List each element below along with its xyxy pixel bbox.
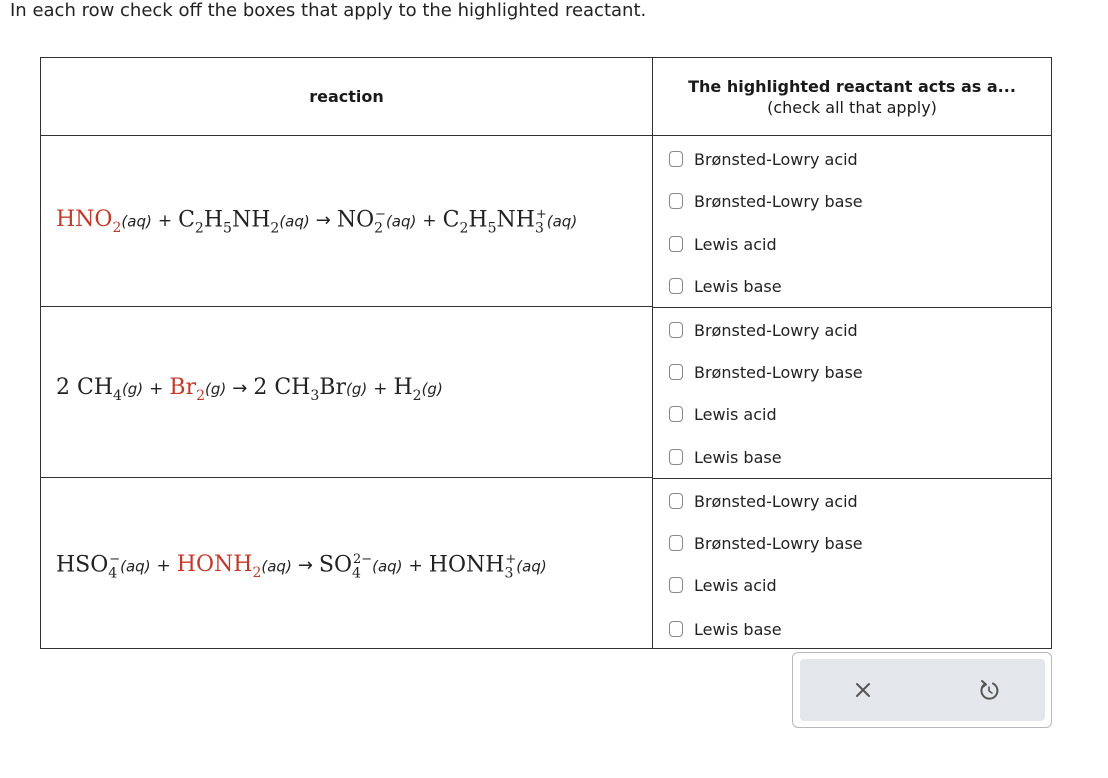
highlighted-reactant-1: $HNO_2$ (56, 207, 122, 237)
undo-icon (976, 677, 1002, 703)
option-bl-acid-2[interactable] (669, 319, 858, 341)
role-header-subtitle: (check all that apply) (767, 97, 937, 117)
option-label: Brønsted-Lowry acid (694, 491, 858, 511)
checkbox[interactable] (669, 236, 683, 252)
option-label: Brønsted-Lowry base (694, 362, 863, 382)
checkbox[interactable] (669, 193, 683, 209)
checkbox[interactable] (669, 406, 683, 422)
reaction-column-header: reaction (41, 58, 653, 136)
option-bl-base-1[interactable] (669, 190, 863, 212)
checkbox[interactable] (669, 449, 683, 465)
answer-toolbar (792, 652, 1052, 728)
checkbox[interactable] (669, 535, 683, 551)
option-bl-base-3[interactable] (669, 532, 863, 554)
role-header-title: The highlighted reactant acts as a... (688, 76, 1016, 96)
instruction-text: In each row check off the boxes that apply to the highlighted reactant. (10, 0, 647, 21)
toolbar-panel (800, 659, 1045, 721)
role-column-header (653, 58, 1051, 136)
reaction-row-1 (41, 136, 653, 307)
option-label: Brønsted-Lowry base (694, 191, 863, 211)
checkbox[interactable] (669, 577, 683, 593)
close-icon (850, 677, 876, 703)
option-label: Lewis acid (694, 404, 777, 424)
option-lewis-base-2[interactable] (669, 446, 782, 468)
checkbox[interactable] (669, 493, 683, 509)
reaction-equation-3: $HSO_4^-(aq)$ + $HONH_2(aq) \to SO_4^{2-}(aq)$ + $HONH_3^+(aq)$ (56, 552, 547, 582)
reaction-row-3 (41, 478, 653, 649)
option-bl-acid-3[interactable] (669, 490, 858, 512)
option-label: Lewis base (694, 276, 782, 296)
option-lewis-base-1[interactable] (669, 275, 782, 297)
options-row-2 (653, 307, 1051, 479)
option-label: Brønsted-Lowry acid (694, 320, 858, 340)
reaction-row-2 (41, 307, 653, 478)
option-lewis-acid-2[interactable] (669, 403, 777, 425)
highlighted-reactant-3: $HONH_2$ (176, 552, 262, 582)
reaction-table (40, 57, 1052, 649)
option-lewis-acid-3[interactable] (669, 574, 777, 596)
option-bl-acid-1[interactable] (669, 148, 858, 170)
option-label: Lewis base (694, 619, 782, 639)
checkbox[interactable] (669, 621, 683, 637)
option-lewis-base-3[interactable] (669, 618, 782, 640)
clear-button[interactable] (850, 677, 876, 703)
reaction-equation-1: $HNO_2(aq) + C_2H_5NH_2(aq) \to NO_2^-(aq) + C_2H_5NH_3^+(aq)$ (56, 207, 578, 237)
options-row-3 (653, 478, 1051, 649)
checkbox[interactable] (669, 151, 683, 167)
options-row-1 (653, 136, 1051, 308)
option-bl-base-2[interactable] (669, 361, 863, 383)
reaction-equation-2: 2 $CH_4(g) + Br_2(g) \to 2$ $CH_3Br(g) + H_2(g)$ (56, 375, 443, 404)
checkbox[interactable] (669, 278, 683, 294)
option-lewis-acid-1[interactable] (669, 233, 777, 255)
checkbox[interactable] (669, 364, 683, 380)
option-label: Lewis acid (694, 575, 777, 595)
reset-button[interactable] (976, 677, 1002, 703)
option-label: Lewis base (694, 447, 782, 467)
option-label: Brønsted-Lowry acid (694, 149, 858, 169)
highlighted-reactant-2: $Br_2$ (169, 375, 206, 404)
option-label: Brønsted-Lowry base (694, 533, 863, 553)
option-label: Lewis acid (694, 234, 777, 254)
checkbox[interactable] (669, 322, 683, 338)
